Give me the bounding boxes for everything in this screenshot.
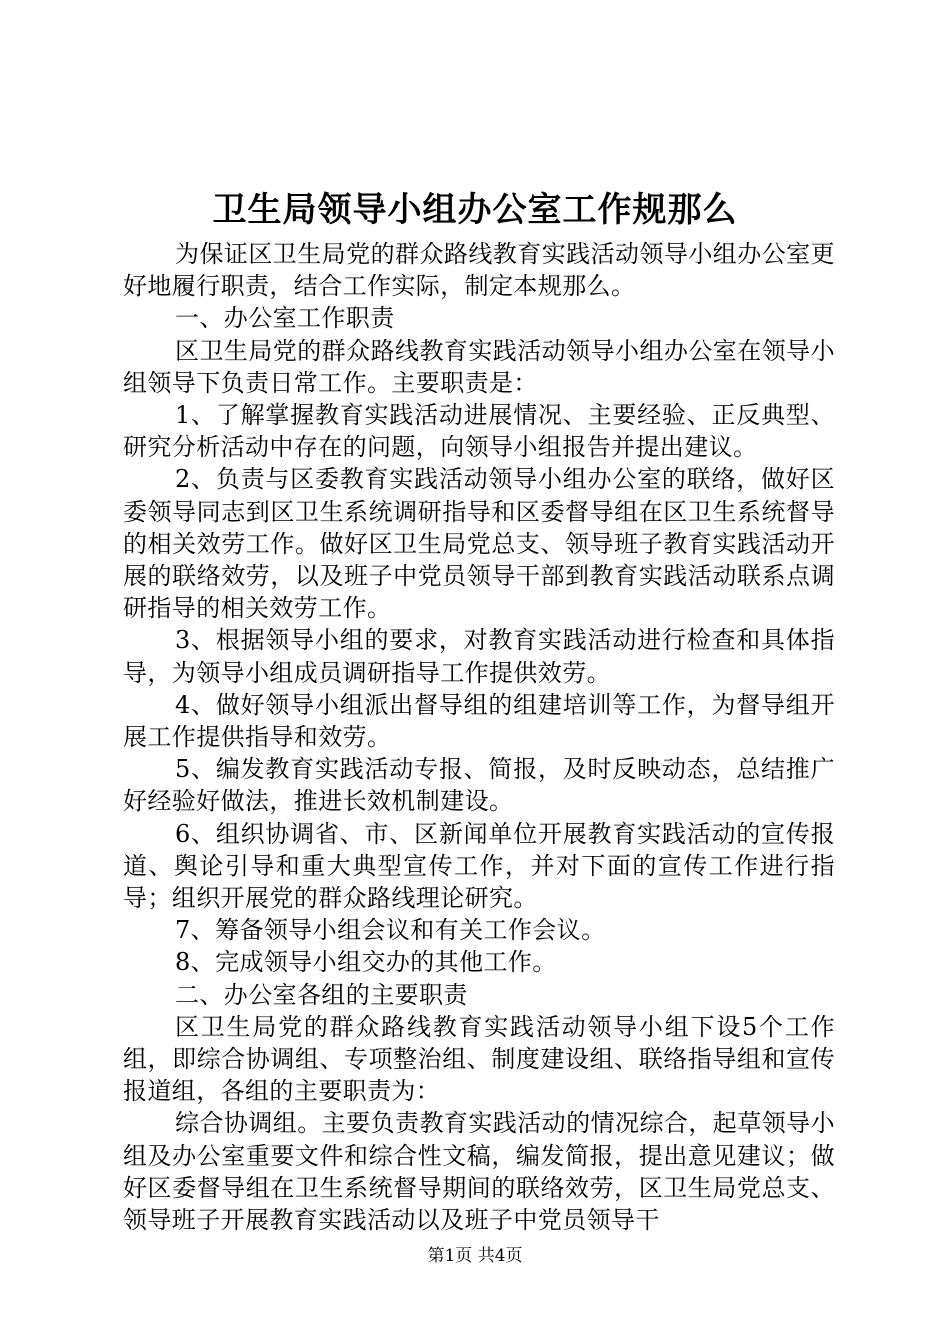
list-item: 5、编发教育实践活动专报、简报，及时反映动态，总结推广好经验好做法，推进长效机制建设。 [123,755,835,816]
section-heading: 二、办公室各组的主要职责 [175,980,468,1009]
list-item: 3、根据领导小组的要求，对教育实践活动进行检查和具体指导，为领导小组成员调研指导工作提供效劳。 [123,626,835,687]
list-item: 2、负责与区委教育实践活动领导小组办公室的联络，做好区委领导同志到区卫生系统调研指导和区委督导组在区卫生系统督导的相关效劳工作。做好区卫生局党总支、领导班子教育实践活动开展的联络效劳，以及班子中党员领导干部到教育实践活动联系点调研指导的相关效劳工作。 [123,465,835,623]
list-item: 1、了解掌握教育实践活动进展情况、主要经验、正反典型、研究分析活动中存在的问题，向领导小组报告并提出建议。 [123,401,835,462]
section-heading: 一、办公室工作职责 [175,304,395,333]
page-footer: 第1页 共4页 [427,1246,523,1266]
paragraph: 区卫生局党的群众路线教育实践活动领导小组下设5个工作组，即综合协调组、专项整治组、制度建设组、联络指导组和宣传报道组，各组的主要职责为： [123,1012,835,1106]
list-item: 6、组织协调省、市、区新闻单位开展教育实践活动的宣传报道、舆论引导和重大典型宣传工作，并对下面的宣传工作进行指导；组织开展党的群众路线理论研究。 [123,819,835,913]
document-title: 卫生局领导小组办公室工作规那么 [212,190,738,230]
paragraph: 为保证区卫生局党的群众路线教育实践活动领导小组办公室更好地履行职责，结合工作实际，制定本规那么。 [123,240,835,301]
list-item: 4、做好领导小组派出督导组的组建培训等工作，为督导组开展工作提供指导和效劳。 [123,690,835,752]
document-body [123,238,835,1236]
paragraph: 区卫生局党的群众路线教育实践活动领导小组办公室在领导小组领导下负责日常工作。主要职责是： [123,336,835,397]
list-item: 7、筹备领导小组会议和有关工作会议。 [175,916,606,945]
list-item: 8、完成领导小组交办的其他工作。 [175,948,557,977]
paragraph: 综合协调组。主要负责教育实践活动的情况综合，起草领导小组及办公室重要文件和综合性文稿，编发简报，提出意见建议；做好区委督导组在卫生系统督导期间的联络效劳，区卫生局党总支、领导班子开展教育实践活动以及班子中党员领导干 [123,1109,835,1235]
